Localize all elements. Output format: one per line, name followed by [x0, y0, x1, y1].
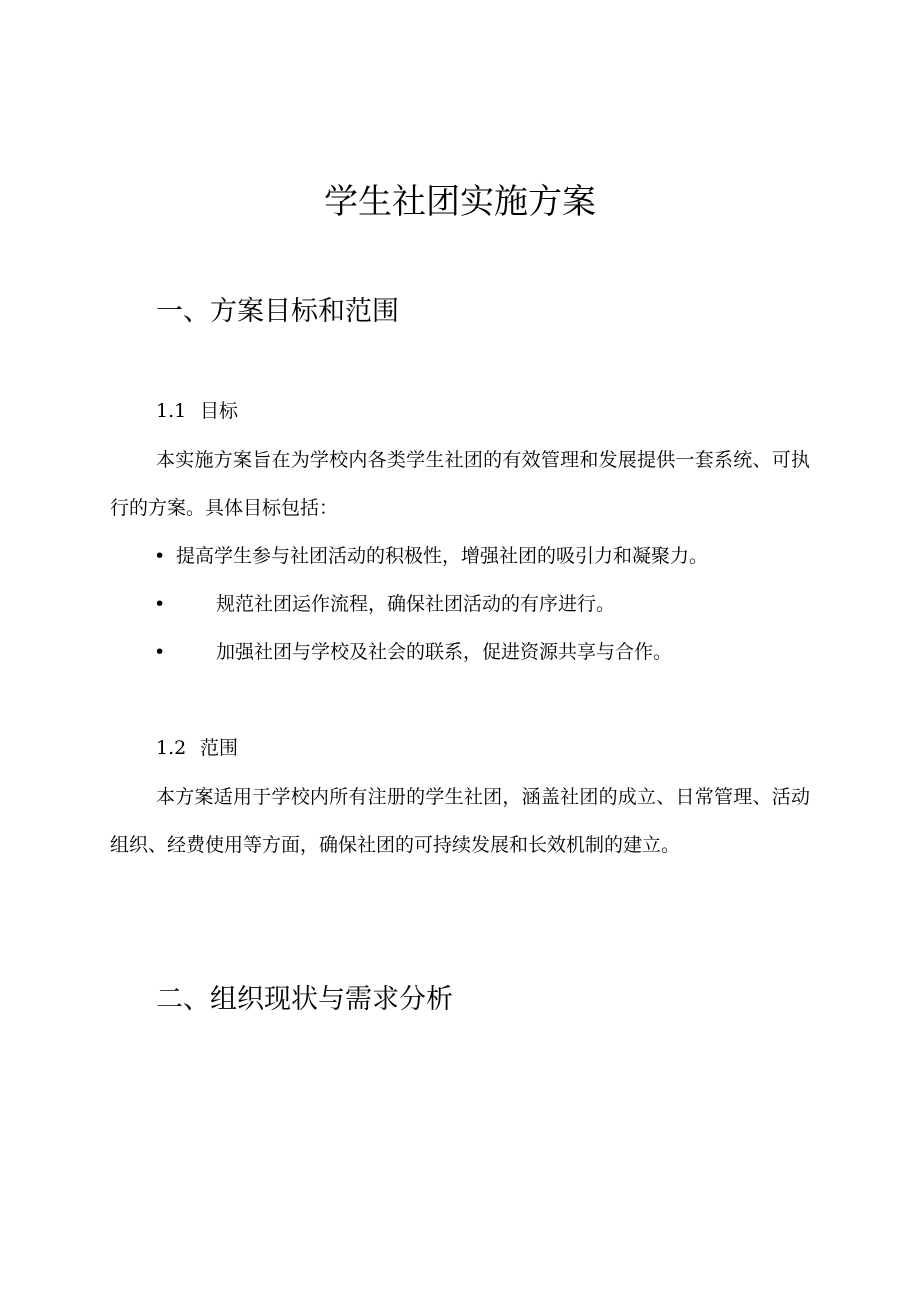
list-item — [154, 637, 814, 685]
list-item — [154, 589, 814, 637]
bullet-text: 规范社团运作流程，确保社团活动的有序进行。 — [216, 593, 616, 615]
subsection-heading-1-1 — [156, 397, 238, 425]
bullet-text: 提高学生参与社团活动的积极性，增强社团的吸引力和凝聚力。 — [176, 545, 709, 567]
scope-paragraph: 本方案适用于学校内所有注册的学生社团，涵盖社团的成立、日常管理、活动组织、经费使用等方面，确保社团的可持续发展和长效机制的建立。 — [110, 786, 810, 856]
goal-bullet-list — [154, 541, 814, 685]
subsection-label: 目标 — [200, 400, 239, 422]
section-heading-1: 一、方案目标和范围 — [156, 296, 399, 327]
list-item — [154, 541, 814, 589]
subsection-number: 1.1 — [156, 400, 187, 422]
subsection-label: 范围 — [200, 737, 239, 759]
section-heading-2: 二、组织现状与需求分析 — [156, 984, 453, 1015]
subsection-number: 1.2 — [156, 737, 187, 759]
goal-paragraph: 本实施方案旨在为学校内各类学生社团的有效管理和发展提供一套系统、可执行的方案。具体目标包括： — [110, 449, 810, 519]
bullet-icon: • — [154, 593, 166, 615]
subsection-heading-1-2 — [156, 734, 238, 762]
bullet-icon: • — [154, 545, 166, 567]
document-title: 学生社团实施方案 — [324, 182, 596, 222]
bullet-icon: • — [154, 641, 166, 663]
bullet-text: 加强社团与学校及社会的联系，促进资源共享与合作。 — [216, 641, 673, 663]
